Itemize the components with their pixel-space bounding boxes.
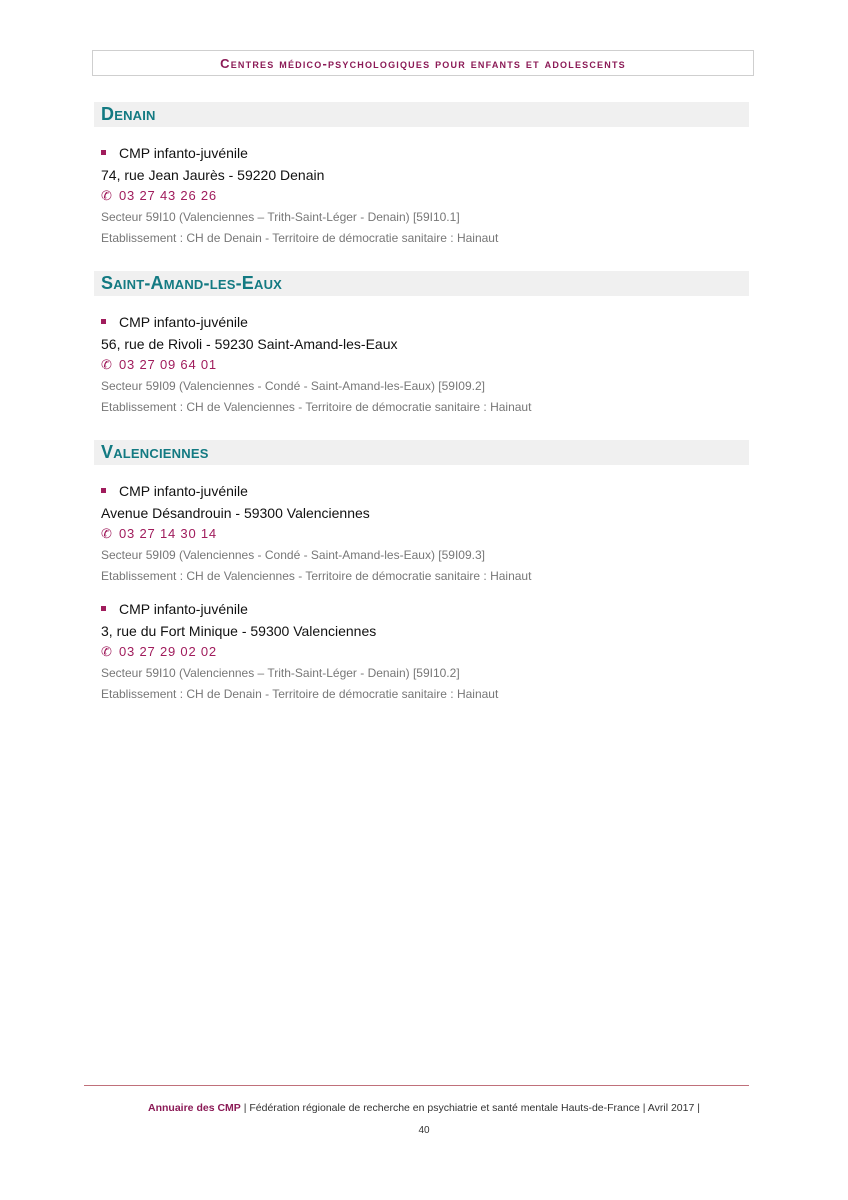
entry-address: 74, rue Jean Jaurès - 59220 Denain	[101, 167, 325, 183]
header-title: Centres médico-psychologiques pour enfants et adolescents	[220, 55, 626, 71]
section-heading-denain	[94, 102, 749, 127]
entry-establishment: Etablissement : CH de Denain - Territoire de démocratie sanitaire : Hainaut	[101, 231, 499, 245]
entry-sector: Secteur 59I10 (Valenciennes – Trith-Saint-Léger - Denain) [59I10.1]	[101, 210, 460, 224]
square-bullet-icon	[101, 319, 106, 324]
entry-establishment: Etablissement : CH de Denain - Territoire de démocratie sanitaire : Hainaut	[101, 687, 499, 701]
page-number: 40	[418, 1125, 430, 1136]
entry-type	[101, 314, 248, 330]
entry-sector: Secteur 59I09 (Valenciennes - Condé - Saint-Amand-les-Eaux) [59I09.2]	[101, 379, 485, 393]
footer-description: | Fédération régionale de recherche en psychiatrie et santé mentale Hauts-de-France | Avril 2017 |	[240, 1102, 700, 1114]
entry-sector: Secteur 59I10 (Valenciennes – Trith-Saint-Léger - Denain) [59I10.2]	[101, 666, 460, 680]
section-heading-saint-amand	[94, 271, 749, 296]
section-title: Valenciennes	[101, 442, 209, 462]
square-bullet-icon	[101, 606, 106, 611]
entry-address: Avenue Désandrouin - 59300 Valenciennes	[101, 505, 370, 521]
entry-type-label: CMP infanto-juvénile	[119, 145, 248, 161]
section-heading-valenciennes	[94, 440, 749, 465]
phone-number: 03 27 14 30 14	[119, 526, 217, 541]
phone-icon: ✆	[101, 526, 113, 541]
phone-icon: ✆	[101, 188, 113, 203]
entry-establishment: Etablissement : CH de Valenciennes - Territoire de démocratie sanitaire : Hainaut	[101, 400, 532, 414]
phone-number: 03 27 09 64 01	[119, 357, 217, 372]
phone-icon: ✆	[101, 357, 113, 372]
entry-address: 3, rue du Fort Minique - 59300 Valenciennes	[101, 623, 377, 639]
entry-type-label: CMP infanto-juvénile	[119, 483, 248, 499]
entry-phone[interactable]	[101, 526, 217, 542]
phone-icon: ✆	[101, 644, 113, 659]
phone-number: 03 27 43 26 26	[119, 188, 217, 203]
section-title: Saint-Amand-les-Eaux	[101, 273, 283, 293]
entry-type	[101, 145, 248, 161]
entry-type-label: CMP infanto-juvénile	[119, 601, 248, 617]
entry-type-label: CMP infanto-juvénile	[119, 314, 248, 330]
section-title: Denain	[101, 104, 156, 124]
square-bullet-icon	[101, 488, 106, 493]
entry-phone[interactable]	[101, 644, 217, 660]
square-bullet-icon	[101, 150, 106, 155]
footer-divider	[84, 1085, 749, 1086]
entry-address: 56, rue de Rivoli - 59230 Saint-Amand-les-Eaux	[101, 336, 398, 352]
entry-phone[interactable]	[101, 357, 217, 373]
entry-type	[101, 483, 248, 499]
phone-number: 03 27 29 02 02	[119, 644, 217, 659]
entry-sector: Secteur 59I09 (Valenciennes - Condé - Saint-Amand-les-Eaux) [59I09.3]	[101, 548, 485, 562]
entry-type	[101, 601, 248, 617]
footer-text	[0, 1102, 848, 1114]
entry-phone[interactable]	[101, 188, 217, 204]
entry-establishment: Etablissement : CH de Valenciennes - Territoire de démocratie sanitaire : Hainaut	[101, 569, 532, 583]
header-box	[92, 50, 754, 76]
footer-brand: Annuaire des CMP	[148, 1102, 241, 1114]
